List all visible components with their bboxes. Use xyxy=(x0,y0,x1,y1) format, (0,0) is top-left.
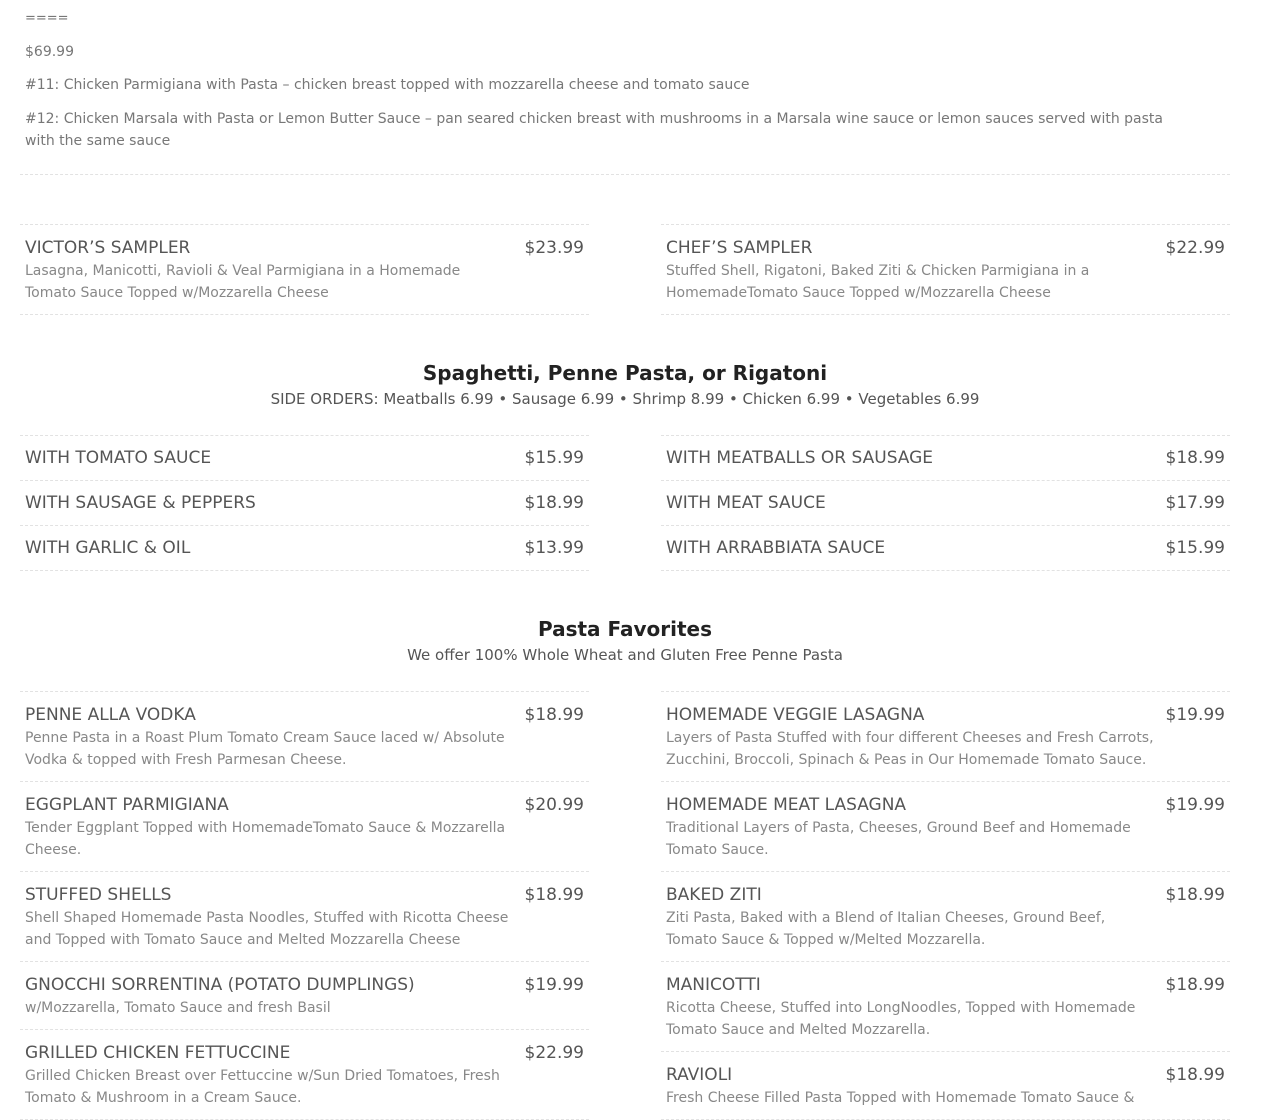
menu-item xyxy=(661,782,1230,872)
combo-item-12: #12: Chicken Marsala with Pasta or Lemon Butter Sauce – pan seared chicken breast with mushrooms in a Marsala wine sauce or lemon sauces served with pasta with the same sauce xyxy=(25,111,1163,149)
menu-item xyxy=(661,872,1230,962)
menu-item-price: $18.99 xyxy=(1165,1065,1225,1085)
menu-item-name: CHEF’S SAMPLER xyxy=(666,238,813,258)
menu-item-description: Layers of Pasta Stuffed with four different Cheeses and Fresh Carrots, Zucchini, Broccoli, Spinach & Peas in Our Homemade Tomato Sauce. xyxy=(666,730,1154,768)
menu-item xyxy=(661,962,1230,1052)
menu-item-name: WITH GARLIC & OIL xyxy=(25,538,191,558)
menu-item xyxy=(20,481,589,526)
menu-item-price: $19.99 xyxy=(1165,705,1225,725)
menu-item-name: WITH SAUSAGE & PEPPERS xyxy=(25,493,256,513)
menu-item-description: Penne Pasta in a Roast Plum Tomato Cream Sauce laced w/ Absolute Vodka & topped with Fresh Parmesan Cheese. xyxy=(25,730,505,768)
menu-item-price: $19.99 xyxy=(1165,795,1225,815)
menu-item-price: $19.99 xyxy=(524,975,584,995)
menu-item-description: Lasagna, Manicotti, Ravioli & Veal Parmigiana in a Homemade Tomato Sauce Topped w/Mozzarella Cheese xyxy=(25,263,461,301)
menu-item-name: WITH MEAT SAUCE xyxy=(666,493,826,513)
menu-item-name: EGGPLANT PARMIGIANA xyxy=(25,795,229,815)
menu-item xyxy=(20,872,589,962)
menu-item-price: $18.99 xyxy=(1165,975,1225,995)
menu-item xyxy=(20,1030,589,1120)
section-title-spaghetti: Spaghetti, Penne Pasta, or Rigatoni xyxy=(422,361,828,385)
menu-item xyxy=(20,962,589,1030)
menu-item-name: BAKED ZITI xyxy=(666,885,762,905)
divider-text: ==== xyxy=(25,11,69,26)
menu-item-description: Fresh Cheese Filled Pasta Topped with Homemade Tomato Sauce & xyxy=(666,1090,1135,1106)
menu-item xyxy=(20,526,589,571)
menu-item-name: STUFFED SHELLS xyxy=(25,885,172,905)
menu-item-description: w/Mozzarella, Tomato Sauce and fresh Basil xyxy=(25,1000,331,1016)
menu-item xyxy=(661,225,1230,315)
menu-item-description: Shell Shaped Homemade Pasta Noodles, Stuffed with Ricotta Cheese and Topped with Tomato Sauce and Melted Mozzarella Cheese xyxy=(25,910,509,948)
menu-item xyxy=(661,1052,1230,1120)
menu-item-price: $15.99 xyxy=(524,448,584,468)
menu-item-name: WITH TOMATO SAUCE xyxy=(25,448,212,468)
menu-item-price: $18.99 xyxy=(1165,448,1225,468)
menu-item-price: $18.99 xyxy=(524,705,584,725)
favorites-column-left xyxy=(20,691,589,1120)
menu-item xyxy=(20,436,589,481)
sampler-column-left xyxy=(20,224,589,315)
menu-item-description: Ziti Pasta, Baked with a Blend of Italian Cheeses, Ground Beef, Tomato Sauce & Topped w/Melted Mozzarella. xyxy=(666,910,1106,948)
menu-item-price: $18.99 xyxy=(524,885,584,905)
menu-item-description: Grilled Chicken Breast over Fettuccine w/Sun Dried Tomatoes, Fresh Tomato & Mushroom in a Cream Sauce. xyxy=(25,1068,500,1106)
menu-item-description: Ricotta Cheese, Stuffed into LongNoodles, Topped with Homemade Tomato Sauce and Melted Mozzarella. xyxy=(666,1000,1136,1038)
menu-item-name: WITH MEATBALLS OR SAUSAGE xyxy=(666,448,934,468)
menu-item-price: $22.99 xyxy=(524,1043,584,1063)
menu-item xyxy=(20,782,589,872)
section-title-pasta-favorites: Pasta Favorites xyxy=(537,617,713,641)
menu-item xyxy=(661,481,1230,526)
menu-item-name: HOMEMADE MEAT LASAGNA xyxy=(666,795,907,815)
combo-item-11: #11: Chicken Parmigiana with Pasta – chicken breast topped with mozzarella cheese and tomato sauce xyxy=(25,77,750,93)
menu-item-name: WITH ARRABBIATA SAUCE xyxy=(666,538,886,558)
menu-item-name: MANICOTTI xyxy=(666,975,761,995)
menu-item xyxy=(20,692,589,782)
menu-item xyxy=(661,436,1230,481)
menu-item-price: $15.99 xyxy=(1165,538,1225,558)
menu-item-name: GNOCCHI SORRENTINA (POTATO DUMPLINGS) xyxy=(25,975,415,995)
menu-item-price: $13.99 xyxy=(524,538,584,558)
menu-item-price: $17.99 xyxy=(1165,493,1225,513)
menu-item xyxy=(661,526,1230,571)
menu-item-name: RAVIOLI xyxy=(666,1065,733,1085)
spaghetti-column-left xyxy=(20,435,589,571)
menu-item-price: $18.99 xyxy=(1165,885,1225,905)
menu-item-name: GRILLED CHICKEN FETTUCCINE xyxy=(25,1043,291,1063)
menu-item xyxy=(20,225,589,315)
section-subtitle-side-orders: SIDE ORDERS: Meatballs 6.99 • Sausage 6.99 • Shrimp 8.99 • Chicken 6.99 • Vegetables 6.99 xyxy=(270,390,980,408)
sampler-column-right xyxy=(661,224,1230,315)
menu-item-description: Traditional Layers of Pasta, Cheeses, Ground Beef and Homemade Tomato Sauce. xyxy=(666,820,1131,858)
section-divider xyxy=(20,174,1230,175)
spaghetti-column-right xyxy=(661,435,1230,571)
menu-item-price: $22.99 xyxy=(1165,238,1225,258)
menu-item-price: $18.99 xyxy=(524,493,584,513)
menu-item-name: VICTOR’S SAMPLER xyxy=(25,238,191,258)
menu-item xyxy=(661,692,1230,782)
combo-price: $69.99 xyxy=(25,44,74,60)
favorites-column-right xyxy=(661,691,1230,1120)
menu-item-price: $23.99 xyxy=(524,238,584,258)
menu-item-description: Tender Eggplant Topped with HomemadeTomato Sauce & Mozzarella Cheese. xyxy=(25,820,506,858)
menu-item-name: HOMEMADE VEGGIE LASAGNA xyxy=(666,705,925,725)
menu-item-price: $20.99 xyxy=(524,795,584,815)
section-subtitle-favorites: We offer 100% Whole Wheat and Gluten Free Penne Pasta xyxy=(407,646,843,664)
menu-item-description: Stuffed Shell, Rigatoni, Baked Ziti & Chicken Parmigiana in a HomemadeTomato Sauce Topped w/Mozzarella Cheese xyxy=(666,263,1090,301)
menu-item-name: PENNE ALLA VODKA xyxy=(25,705,196,725)
